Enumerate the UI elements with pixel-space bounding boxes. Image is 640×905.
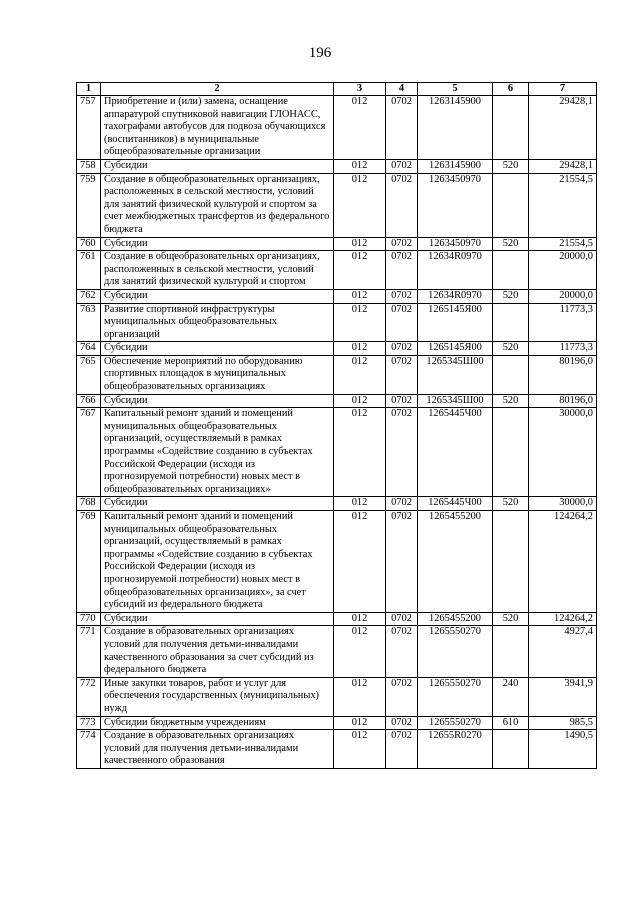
- row-name: Приобретение и (или) замена, оснащение аппаратурой спутниковой навигации ГЛОНАСС, тахографами автобусов для подвоза обучающихся (воспитанников) в муниципальные общеобразовательные организации: [101, 96, 334, 160]
- row-number: 761: [77, 251, 101, 290]
- row-expense-type: 520: [493, 497, 529, 511]
- row-name: Субсидии: [101, 159, 334, 173]
- row-number: 765: [77, 355, 101, 394]
- row-section: 0702: [386, 730, 418, 769]
- row-expense-type: 520: [493, 612, 529, 626]
- col-header-1: 1: [77, 83, 101, 96]
- row-number: 758: [77, 159, 101, 173]
- row-number: 770: [77, 612, 101, 626]
- row-ved: 012: [334, 355, 386, 394]
- table-row: [77, 677, 597, 716]
- row-name: Иные закупки товаров, работ и услуг для обеспечения государственных (муниципальных) нужд: [101, 677, 334, 716]
- row-ved: 012: [334, 394, 386, 408]
- row-target-article: 1265455200: [418, 511, 493, 613]
- row-section: 0702: [386, 237, 418, 251]
- row-name: Создание в образовательных организациях условий для получения детьми-инвалидами качественного образования за счет субсидий из федерального бюджета: [101, 626, 334, 677]
- row-amount: 30000,0: [529, 497, 597, 511]
- row-section: 0702: [386, 394, 418, 408]
- row-ved: 012: [334, 342, 386, 356]
- row-amount: 11773,3: [529, 303, 597, 342]
- row-name: Субсидии: [101, 237, 334, 251]
- row-section: 0702: [386, 96, 418, 160]
- col-header-3: 3: [334, 83, 386, 96]
- row-ved: 012: [334, 289, 386, 303]
- row-amount: 29428,1: [529, 159, 597, 173]
- row-expense-type: 240: [493, 677, 529, 716]
- row-number: 768: [77, 497, 101, 511]
- row-target-article: 1265550270: [418, 716, 493, 730]
- col-header-4: 4: [386, 83, 418, 96]
- table-row: [77, 626, 597, 677]
- row-number: 771: [77, 626, 101, 677]
- row-expense-type: [493, 408, 529, 497]
- row-name: Субсидии: [101, 289, 334, 303]
- row-number: 774: [77, 730, 101, 769]
- table-row: [77, 355, 597, 394]
- row-target-article: 12634R0970: [418, 251, 493, 290]
- row-section: 0702: [386, 511, 418, 613]
- row-amount: 124264,2: [529, 612, 597, 626]
- row-amount: 29428,1: [529, 96, 597, 160]
- table-row: [77, 159, 597, 173]
- row-amount: 80196,0: [529, 394, 597, 408]
- table-row: [77, 730, 597, 769]
- row-ved: 012: [334, 497, 386, 511]
- row-target-article: 1265345Ш00: [418, 355, 493, 394]
- table-row: [77, 251, 597, 290]
- row-amount: 21554,5: [529, 237, 597, 251]
- table-row: [77, 303, 597, 342]
- row-ved: 012: [334, 716, 386, 730]
- row-expense-type: [493, 355, 529, 394]
- row-expense-type: [493, 626, 529, 677]
- row-ved: 012: [334, 408, 386, 497]
- row-number: 760: [77, 237, 101, 251]
- row-number: 766: [77, 394, 101, 408]
- row-section: 0702: [386, 677, 418, 716]
- row-number: 764: [77, 342, 101, 356]
- row-target-article: 12634R0970: [418, 289, 493, 303]
- row-amount: 3941,9: [529, 677, 597, 716]
- row-number: 762: [77, 289, 101, 303]
- row-target-article: 1265550270: [418, 677, 493, 716]
- row-amount: 20000,0: [529, 289, 597, 303]
- table-row: [77, 394, 597, 408]
- row-amount: 30000,0: [529, 408, 597, 497]
- table-row: [77, 342, 597, 356]
- row-name: Субсидии: [101, 612, 334, 626]
- table-row: [77, 408, 597, 497]
- page-number: 196: [308, 45, 332, 61]
- row-target-article: 1263450970: [418, 173, 493, 237]
- row-amount: 11773,3: [529, 342, 597, 356]
- row-expense-type: [493, 730, 529, 769]
- row-target-article: 1265445Ч00: [418, 497, 493, 511]
- row-name: Капитальный ремонт зданий и помещений муниципальных общеобразовательных организаций, осуществляемый в рамках программы «Содействие созданию в субъектах Российской Федерации (исходя из прогнозируемой потребности) новых мест в общеобразовательных организациях», за счет субсидий из федерального бюджета: [101, 511, 334, 613]
- budget-table: [76, 82, 597, 769]
- row-target-article: 1265145Я00: [418, 303, 493, 342]
- row-target-article: 12655R0270: [418, 730, 493, 769]
- row-section: 0702: [386, 159, 418, 173]
- row-section: 0702: [386, 342, 418, 356]
- table-row: [77, 173, 597, 237]
- row-name: Развитие спортивной инфраструктуры муниципальных общеобразовательных организаций: [101, 303, 334, 342]
- row-name: Субсидии: [101, 497, 334, 511]
- row-target-article: 1263145900: [418, 96, 493, 160]
- row-number: 757: [77, 96, 101, 160]
- row-expense-type: [493, 511, 529, 613]
- row-number: 772: [77, 677, 101, 716]
- row-expense-type: 610: [493, 716, 529, 730]
- row-number: 773: [77, 716, 101, 730]
- col-header-5: 5: [418, 83, 493, 96]
- row-number: 763: [77, 303, 101, 342]
- row-ved: 012: [334, 96, 386, 160]
- table-row: [77, 96, 597, 160]
- row-target-article: 1265550270: [418, 626, 493, 677]
- table-row: [77, 497, 597, 511]
- row-name: Субсидии: [101, 394, 334, 408]
- row-ved: 012: [334, 237, 386, 251]
- row-amount: 21554,5: [529, 173, 597, 237]
- row-section: 0702: [386, 289, 418, 303]
- table-row: [77, 716, 597, 730]
- col-header-7: 7: [529, 83, 597, 96]
- row-ved: 012: [334, 303, 386, 342]
- row-amount: 985,5: [529, 716, 597, 730]
- row-expense-type: [493, 173, 529, 237]
- row-target-article: 1265345Ш00: [418, 394, 493, 408]
- table-row: [77, 289, 597, 303]
- row-section: 0702: [386, 408, 418, 497]
- row-name: Создание в общеобразовательных организациях, расположенных в сельской местности, условий для занятий физической культурой и спортом: [101, 251, 334, 290]
- row-ved: 012: [334, 612, 386, 626]
- row-number: 759: [77, 173, 101, 237]
- row-amount: 124264,2: [529, 511, 597, 613]
- row-target-article: 1265455200: [418, 612, 493, 626]
- row-ved: 012: [334, 159, 386, 173]
- row-expense-type: [493, 251, 529, 290]
- row-section: 0702: [386, 716, 418, 730]
- row-name: Субсидии бюджетным учреждениям: [101, 716, 334, 730]
- row-ved: 012: [334, 251, 386, 290]
- row-expense-type: 520: [493, 289, 529, 303]
- row-target-article: 1263145900: [418, 159, 493, 173]
- row-section: 0702: [386, 497, 418, 511]
- row-section: 0702: [386, 173, 418, 237]
- row-expense-type: 520: [493, 342, 529, 356]
- row-expense-type: 520: [493, 237, 529, 251]
- row-amount: 1490,5: [529, 730, 597, 769]
- row-section: 0702: [386, 612, 418, 626]
- table-body: [77, 96, 597, 769]
- col-header-6: 6: [493, 83, 529, 96]
- row-amount: 4927,4: [529, 626, 597, 677]
- row-target-article: 1265445Ч00: [418, 408, 493, 497]
- header-row: [77, 83, 597, 96]
- row-amount: 20000,0: [529, 251, 597, 290]
- row-section: 0702: [386, 626, 418, 677]
- row-ved: 012: [334, 626, 386, 677]
- row-section: 0702: [386, 251, 418, 290]
- row-ved: 012: [334, 677, 386, 716]
- row-target-article: 1263450970: [418, 237, 493, 251]
- row-name: Капитальный ремонт зданий и помещений муниципальных общеобразовательных организаций, осуществляемый в рамках программы «Содействие созданию в субъектах Российской Федерации (исходя из прогнозируемой потребности) новых мест в общеобразовательных организациях»: [101, 408, 334, 497]
- row-expense-type: 520: [493, 394, 529, 408]
- row-expense-type: [493, 303, 529, 342]
- row-name: Обеспечение мероприятий по оборудованию спортивных площадок в муниципальных общеобразовательных организациях: [101, 355, 334, 394]
- row-ved: 012: [334, 173, 386, 237]
- row-target-article: 1265145Я00: [418, 342, 493, 356]
- table-row: [77, 237, 597, 251]
- row-ved: 012: [334, 511, 386, 613]
- row-expense-type: 520: [493, 159, 529, 173]
- row-name: Создание в общеобразовательных организациях, расположенных в сельской местности, условий для занятий физической культурой и спортом за счет межбюджетных трансфертов из федерального бюджета: [101, 173, 334, 237]
- row-number: 767: [77, 408, 101, 497]
- row-name: Создание в образовательных организациях условий для получения детьми-инвалидами качественного образования: [101, 730, 334, 769]
- table-row: [77, 511, 597, 613]
- row-name: Субсидии: [101, 342, 334, 356]
- row-ved: 012: [334, 730, 386, 769]
- table-row: [77, 612, 597, 626]
- row-expense-type: [493, 96, 529, 160]
- row-section: 0702: [386, 355, 418, 394]
- col-header-2: 2: [101, 83, 334, 96]
- row-section: 0702: [386, 303, 418, 342]
- row-amount: 80196,0: [529, 355, 597, 394]
- row-number: 769: [77, 511, 101, 613]
